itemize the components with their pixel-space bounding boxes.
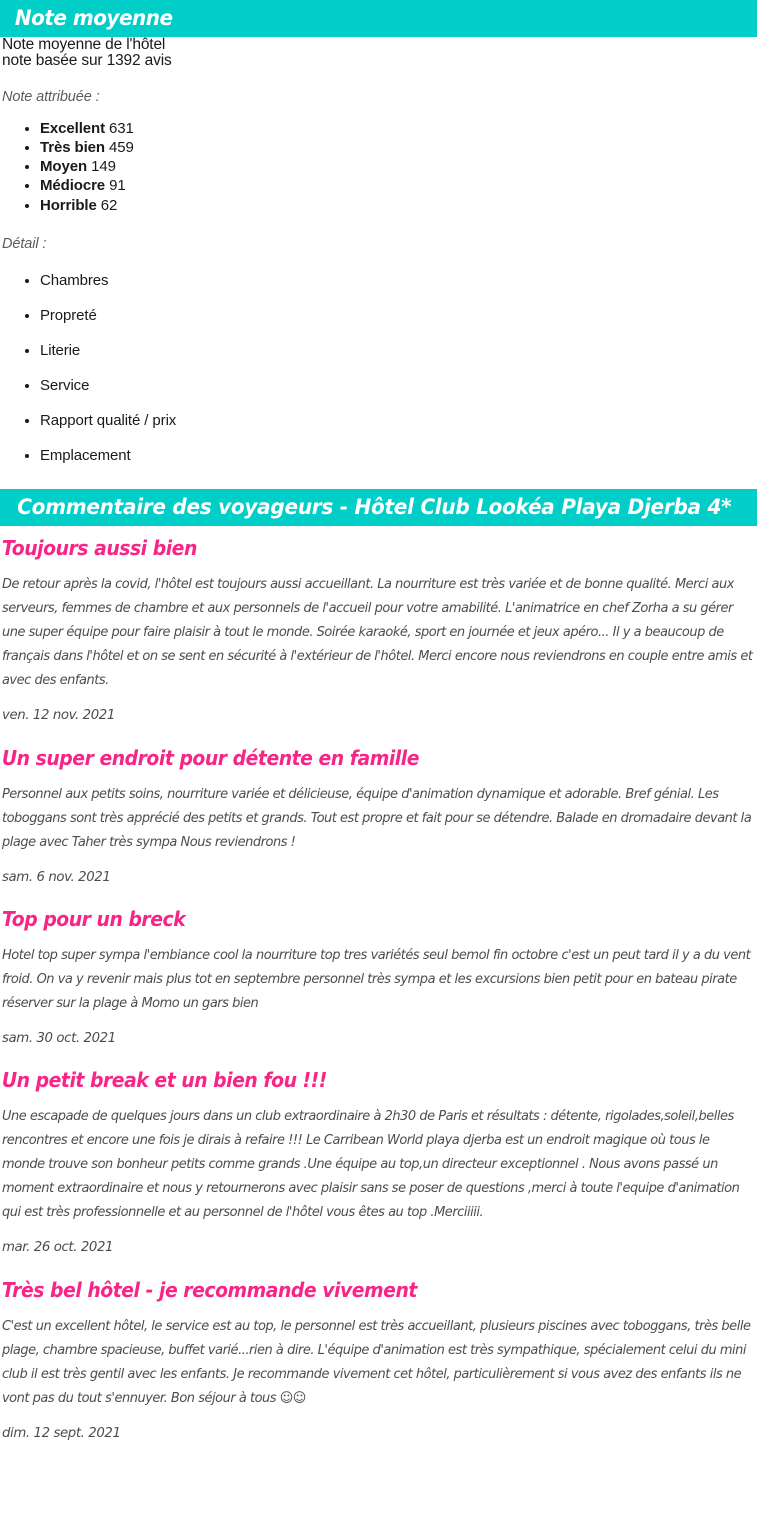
detail-label: Détail : <box>2 235 47 252</box>
review-body: Hotel top super sympa l'embiance cool la nourriture top tres variétés seul bemol fin octobre c'est un peut tard il y a du vent froid. On va y revenir mais plus tot en septembre personnel très sympa et les excursions bien petit pour en bateau pirate réserver sur la plage à Momo un gars bien <box>1 948 751 1012</box>
review-item <box>0 1267 758 1448</box>
rating-category: Horrible <box>40 196 97 214</box>
list-item <box>40 176 758 195</box>
review-title: Très bel hôtel - je recommande vivement <box>1 1277 417 1302</box>
rating-breakdown-list <box>0 119 758 215</box>
review-title: Un super endroit pour détente en famille <box>1 745 420 770</box>
list-item: • Emplacement <box>40 438 758 473</box>
rating-count: 62 <box>100 196 118 214</box>
rating-category: Très bien <box>40 138 105 156</box>
review-item <box>0 735 758 896</box>
list-item <box>40 196 758 215</box>
review-date: sam. 6 nov. 2021 <box>2 869 111 885</box>
review-body: C'est un excellent hôtel, le service est au top, le personnel est très accueillant, plusieurs piscines avec toboggans, très belle plage, chambre spacieuse, buffet varié...rien à dire. L'équipe d'animation est très sympathique, spécialement celui du mini club il est très gentil avec les enfants. Je recommande vivement cet hôtel, particulièrement si vous avez des enfants ils ne vont pas du tout s'ennuyer. Bon séjour à tous ☺☺ <box>1 1318 751 1406</box>
review-body: De retour après la covid, l'hôtel est toujours aussi accueillant. La nourriture est très variée et de bonne qualité. Merci aux serveurs, femmes de chambre et aux personnels de l'accueil pour votre amabilité. L'animatrice en chef Zorha a su gérer une super équipe pour faire plaisir à tout le monde. Soirée karaoké, sport en journée et jeux apéro... Il y a beaucoup de français dans l'hôtel et on se sent en sécurité à l'extérieur de l'hôtel. Merci encore nous reviendrons en couple entre amis et avec des enfants. <box>1 577 753 689</box>
list-item <box>40 138 758 157</box>
list-item: • Rapport qualité / prix <box>40 403 758 438</box>
review-title: Toujours aussi bien <box>1 536 197 561</box>
section-banner-traveler-comments <box>0 489 757 526</box>
review-title: Top pour un breck <box>1 907 186 932</box>
detail-criteria-list <box>0 263 758 473</box>
review-date: mar. 26 oct. 2021 <box>2 1240 114 1256</box>
list-item: • Literie <box>40 333 758 368</box>
list-item <box>40 119 758 138</box>
rating-count: 91 <box>109 177 126 195</box>
rating-category: Moyen <box>40 158 88 176</box>
attributed-rating-label: Note attribuée : <box>2 89 100 105</box>
review-item <box>0 896 758 1057</box>
rating-summary <box>0 37 758 489</box>
average-rating-label: Note moyenne de l'hôtel <box>2 36 166 53</box>
review-body: Personnel aux petits soins, nourriture variée et délicieuse, équipe d'animation dynamique et adorable. Bref génial. Les toboggans sont très apprécié des petits et grands. Tout est propre et fait pour se détendre. Balade en dromadaire devant la plage avec Taher très sympa Nous reviendrons ! <box>1 786 752 850</box>
review-title: Un petit break et un bien fou !!! <box>1 1068 327 1093</box>
review-date: dim. 12 sept. 2021 <box>2 1425 121 1441</box>
review-item <box>0 1057 758 1266</box>
review-date: ven. 12 nov. 2021 <box>2 708 115 724</box>
rating-count: 149 <box>91 158 116 176</box>
list-item: • Propreté <box>40 298 758 333</box>
reviews-list <box>0 526 758 1447</box>
section-spacer <box>0 473 758 489</box>
section-banner-title: Note moyenne <box>14 5 173 31</box>
list-item <box>40 157 758 176</box>
rating-category: Médiocre <box>40 177 106 195</box>
rating-category: Excellent <box>40 119 105 137</box>
review-count-label: note basée sur 1392 avis <box>2 51 172 69</box>
list-item: • Chambres <box>40 263 758 298</box>
section-banner-title: Commentaire des voyageurs - Hôtel Club Lookéa Playa Djerba 4* <box>17 495 732 520</box>
review-item <box>0 526 758 734</box>
section-banner-average-rating <box>0 0 757 37</box>
rating-count: 459 <box>109 138 134 156</box>
review-date: sam. 30 oct. 2021 <box>2 1031 116 1047</box>
list-item: • Service <box>40 368 758 403</box>
rating-count: 631 <box>109 119 134 137</box>
review-body: Une escapade de quelques jours dans un club extraordinaire à 2h30 de Paris et résultats : détente, rigolades,soleil,belles rencontres et encore une fois je dirais à refaire !!! Le Carribean World playa djerba est un endroit magique où tous le monde trouve son bonheur petits comme grands .Une équipe au top,un directeur exceptionnel . Nous avons passé un moment extraordinaire et nous y retournerons avec plaisir sans se poser de questions ,merci à toute l'equipe d'animation qui est très professionnelle et au personnel de l'hôtel vous êtes au top .Merciiiii. <box>1 1109 740 1221</box>
